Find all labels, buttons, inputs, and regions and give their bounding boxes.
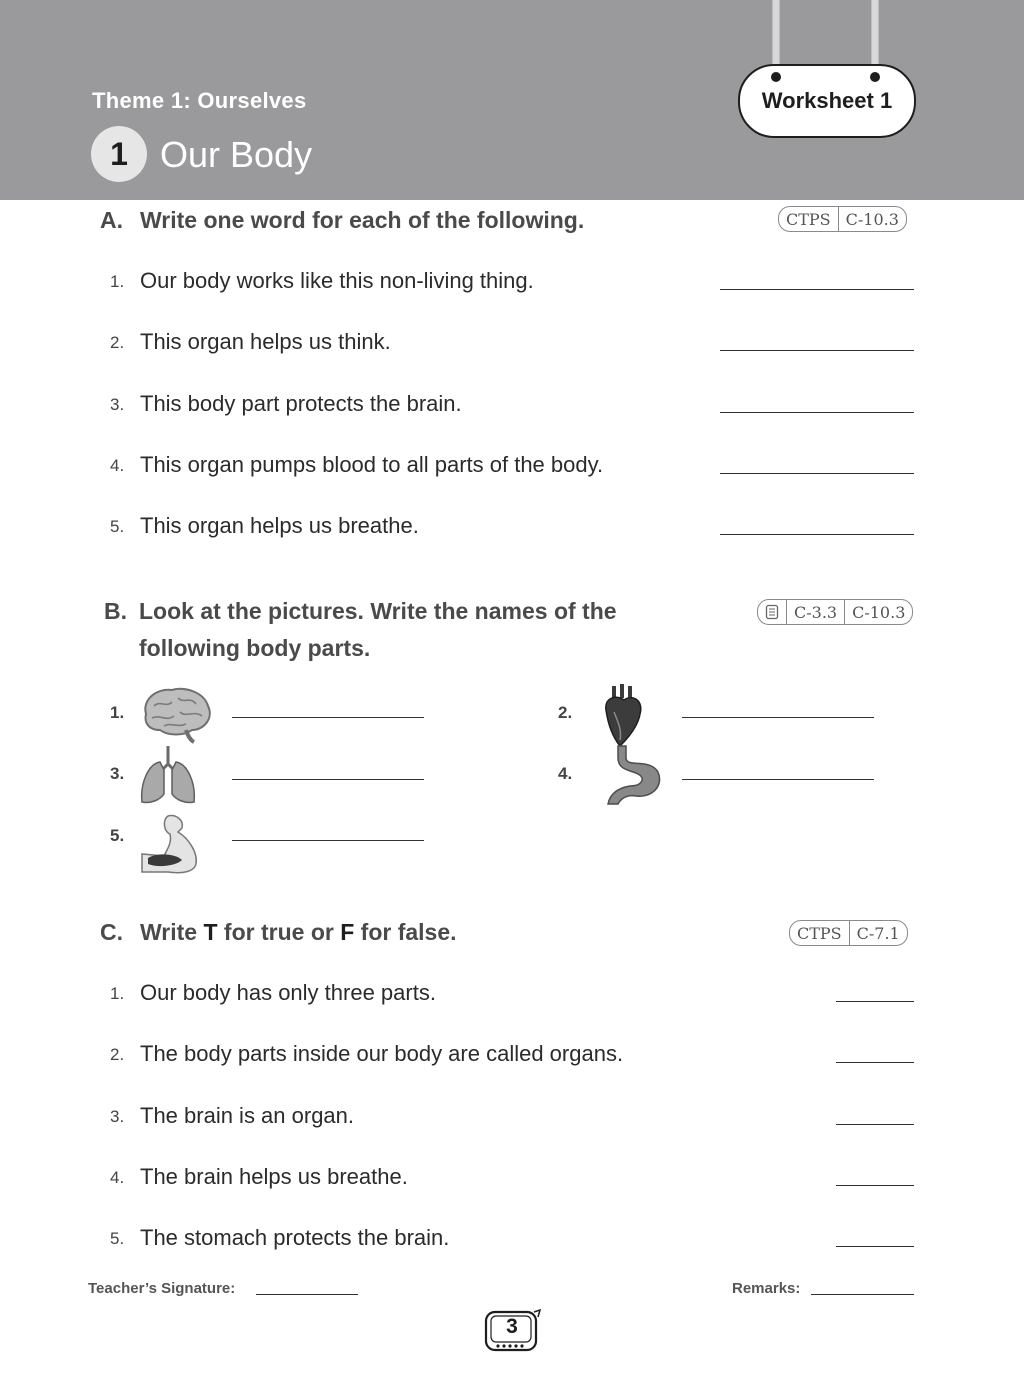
question-text: The brain helps us breathe.	[140, 1164, 408, 1189]
answer-line[interactable]	[836, 1246, 914, 1247]
question-number: 2.	[110, 333, 125, 352]
question-text: The body parts inside our body are called organs.	[140, 1041, 624, 1066]
answer-line[interactable]	[232, 779, 424, 780]
question-row	[0, 513, 1024, 543]
arm-muscle-icon	[138, 812, 204, 880]
section-b-text-line2: following body parts.	[139, 635, 371, 661]
answer-line[interactable]	[836, 1001, 914, 1002]
question-number: 2.	[110, 1045, 125, 1064]
section-c-letter: C.	[100, 919, 123, 945]
badge-label: CTPS	[786, 209, 831, 229]
badge-code: C-10.3	[838, 207, 906, 231]
question-text: This organ pumps blood to all parts of the body.	[140, 452, 604, 477]
section-b-letter: B.	[104, 598, 127, 624]
question-text: Our body works like this non-living thing.	[140, 268, 534, 293]
section-b-text-line1: Look at the pictures. Write the names of the	[139, 598, 617, 624]
stomach-icon	[604, 744, 664, 810]
picture-number: 1.	[110, 703, 125, 722]
worksheet-tag	[738, 64, 916, 138]
badge-code: C-10.3	[844, 600, 912, 624]
question-text: This organ helps us think.	[140, 329, 391, 354]
answer-line[interactable]	[720, 534, 914, 535]
lungs-icon	[138, 744, 198, 810]
tag-hole-right	[870, 72, 880, 82]
question-number: 3.	[110, 1107, 125, 1126]
section-b-badge	[757, 599, 913, 625]
question-number: 3.	[110, 395, 125, 414]
picture-number: 5.	[110, 826, 125, 845]
theme-label: Theme 1: Ourselves	[92, 88, 307, 113]
badge-label: CTPS	[797, 923, 842, 943]
question-text: The brain is an organ.	[140, 1103, 355, 1128]
section-c-false-letter: F	[340, 919, 355, 945]
answer-line[interactable]	[720, 412, 914, 413]
section-b-title	[104, 593, 617, 667]
section-c-text-mid: for true or	[217, 919, 341, 945]
question-number: 1.	[110, 984, 125, 1003]
section-c-badge	[789, 920, 908, 946]
question-number: 4.	[110, 1168, 125, 1187]
section-a-title	[100, 202, 584, 239]
question-row	[0, 329, 1024, 359]
badge-code: C-7.1	[849, 921, 907, 945]
answer-line[interactable]	[836, 1062, 914, 1063]
question-row	[0, 1225, 1024, 1255]
question-text: This body part protects the brain.	[140, 391, 462, 416]
answer-line[interactable]	[232, 717, 424, 718]
section-a-letter: A.	[100, 207, 123, 233]
answer-line[interactable]	[720, 473, 914, 474]
section-c-true-letter: T	[203, 919, 218, 945]
question-row	[0, 980, 1024, 1010]
picture-number: 4.	[558, 764, 573, 783]
section-c-text-pre: Write	[140, 919, 204, 945]
answer-line[interactable]	[682, 779, 874, 780]
question-row	[0, 1164, 1024, 1194]
badge-code: C-3.3	[786, 600, 844, 624]
question-text: The stomach protects the brain.	[140, 1225, 450, 1250]
brain-icon	[138, 684, 214, 748]
answer-line[interactable]	[682, 717, 874, 718]
question-row	[0, 452, 1024, 482]
question-row	[0, 391, 1024, 421]
answer-line[interactable]	[836, 1185, 914, 1186]
question-text: This organ helps us breathe.	[140, 513, 419, 538]
teacher-signature-label: Teacher’s Signature:	[88, 1280, 236, 1297]
page-number: 3	[506, 1315, 518, 1338]
remarks-line[interactable]	[811, 1294, 914, 1295]
remarks-label: Remarks:	[732, 1280, 801, 1297]
chapter-title: Our Body	[160, 134, 313, 175]
tag-hole-left	[771, 72, 781, 82]
teacher-signature-line[interactable]	[256, 1294, 358, 1295]
chapter-number-badge: 1	[91, 126, 147, 182]
picture-number: 3.	[110, 764, 125, 783]
question-number: 5.	[110, 1229, 125, 1248]
question-row	[0, 1041, 1024, 1071]
answer-line[interactable]	[720, 289, 914, 290]
heart-icon	[600, 682, 646, 752]
question-number: 4.	[110, 456, 125, 475]
section-c-text-post: for false.	[354, 919, 457, 945]
picture-number: 2.	[558, 703, 573, 722]
question-row	[0, 268, 1024, 298]
worksheet-label: Worksheet 1	[761, 88, 893, 113]
question-text: Our body has only three parts.	[140, 980, 436, 1005]
question-number: 5.	[110, 517, 125, 536]
question-number: 1.	[110, 272, 125, 291]
notebook-icon	[758, 600, 786, 624]
answer-line[interactable]	[836, 1124, 914, 1125]
section-a-badge	[778, 206, 907, 232]
section-a-text: Write one word for each of the following.	[140, 207, 585, 233]
answer-line[interactable]	[232, 840, 424, 841]
section-c-title	[100, 914, 457, 951]
question-row	[0, 1103, 1024, 1133]
answer-line[interactable]	[720, 350, 914, 351]
